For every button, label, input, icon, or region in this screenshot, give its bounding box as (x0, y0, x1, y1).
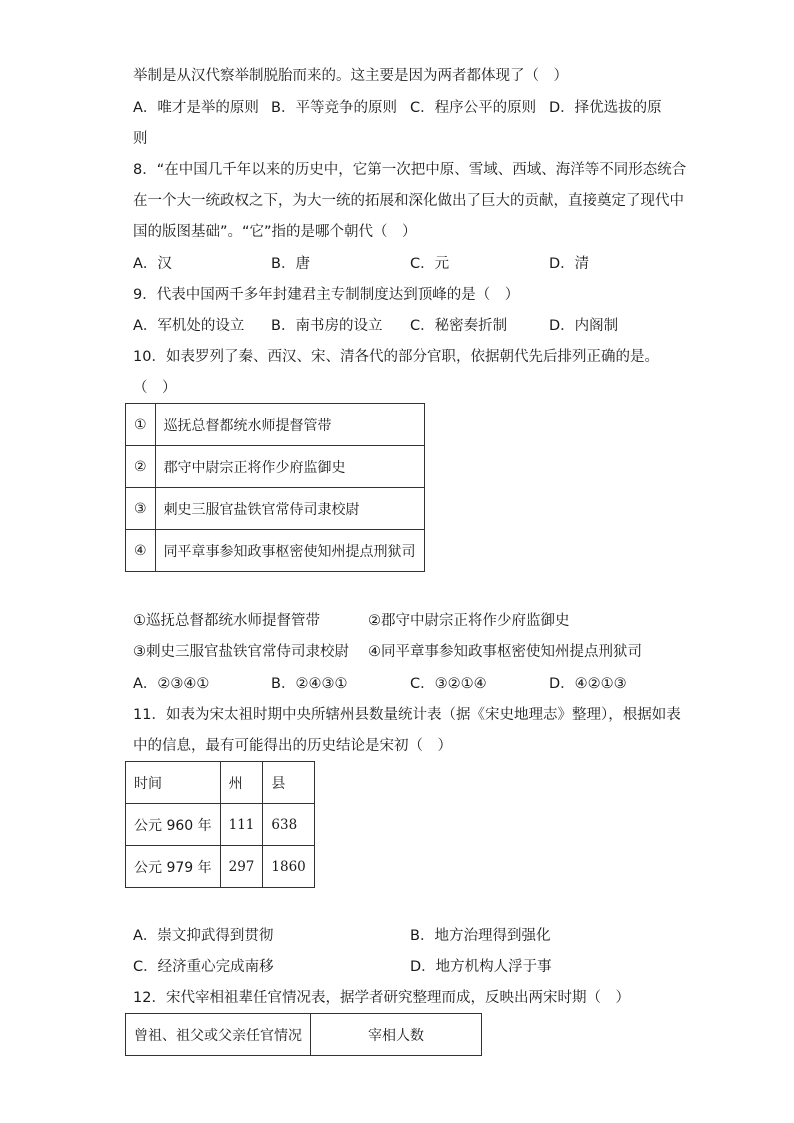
q7-option-c: C．程序公平的原则 (410, 100, 537, 116)
table-header-zhou: 州 (220, 762, 263, 804)
table-header-ancestry: 曾祖、祖父或父亲任官情况 (126, 1014, 311, 1056)
q10-official-table (125, 403, 425, 572)
q12-stem: 12．宋代宰相祖辈任官情况表，据学者研究整理而成，反映出两宋时期（ ） (133, 990, 630, 1006)
table-cell-xian: 1860 (263, 846, 314, 888)
q7-stem-line: 举制是从汉代察举制脱胎而来的。这主要是因为两者都体现了（ ） (133, 68, 568, 84)
q7-option-d-wrap: 则 (133, 131, 148, 147)
table-cell-index: ① (126, 404, 156, 446)
table-header-row (126, 762, 315, 804)
q11-option-d: D．地方机构人浮于事 (410, 959, 552, 975)
q12-table (125, 1013, 482, 1056)
table-row (126, 804, 315, 846)
q11-stem-line-2: 中的信息，最有可能得出的历史结论是宋初（ ） (133, 738, 452, 754)
q8-option-c: C．元 (410, 256, 450, 272)
table-row (126, 846, 315, 888)
table-cell-time: 公元 979 年 (126, 846, 221, 888)
q8-stem-line-3: 国的版图基础”。“它”指的是哪个朝代（ ） (133, 224, 417, 240)
q8-option-d: D．清 (549, 256, 590, 272)
table-header-count: 宰相人数 (311, 1014, 482, 1056)
q10-item-2: ②郡守中尉宗正将作少府监御史 (368, 613, 570, 629)
table-row (126, 404, 425, 446)
table-cell-zhou: 111 (220, 804, 263, 846)
table-cell-xian: 638 (263, 804, 314, 846)
q8-stem-line-2: 在一个大一统政权之下，为大一统的拓展和深化做出了巨大的贡献，直接奠定了现代中 (133, 193, 684, 209)
q11-option-c: C．经济重心完成南移 (133, 959, 274, 975)
q7-option-b: B．平等竞争的原则 (271, 100, 397, 116)
q9-stem: 9．代表中国两千多年封建君主专制制度达到顶峰的是（ ） (133, 287, 520, 303)
q8-option-b: B．唐 (271, 256, 310, 272)
q7-option-d: D．择优选拔的原 (549, 100, 662, 116)
q10-item-3: ③刺史三服官盐铁官常侍司隶校尉 (133, 644, 349, 660)
q11-stem-line-1: 11．如表为宋太祖时期中央所辖州县数量统计表（据《宋史地理志》整理），根据如表 (133, 707, 681, 723)
q9-option-c: C．秘密奏折制 (410, 318, 508, 334)
q10-option-a: A．②③④① (133, 676, 210, 692)
table-cell-zhou: 297 (220, 846, 263, 888)
table-row (126, 446, 425, 488)
table-cell-officials: 同平章事参知政事枢密使知州提点刑狱司 (155, 530, 424, 572)
q10-stem-line-1: 10．如表罗列了秦、西汉、宋、清各代的部分官职，依据朝代先后排列正确的是。 (133, 349, 659, 365)
table-cell-officials: 巡抚总督都统水师提督管带 (155, 404, 424, 446)
q10-item-1: ①巡抚总督都统水师提督管带 (133, 613, 320, 629)
table-cell-index: ③ (126, 488, 156, 530)
q10-item-4: ④同平章事参知政事枢密使知州提点刑狱司 (368, 644, 642, 660)
q10-option-c: C．③②①④ (410, 676, 487, 692)
q9-option-d: D．内阁制 (549, 318, 619, 334)
q11-prefecture-table (125, 761, 315, 888)
q9-option-b: B．南书房的设立 (271, 318, 383, 334)
table-cell-index: ④ (126, 530, 156, 572)
q8-option-a: A．汉 (133, 256, 172, 272)
table-cell-time: 公元 960 年 (126, 804, 221, 846)
q8-stem-line-1: 8．“在中国几千年以来的历史中，它第一次把中原、雪域、西域、海洋等不同形态统合 (133, 162, 687, 178)
table-cell-index: ② (126, 446, 156, 488)
table-header-row (126, 1014, 482, 1056)
table-cell-officials: 郡守中尉宗正将作少府监御史 (155, 446, 424, 488)
table-row (126, 530, 425, 572)
q10-option-d: D．④②①③ (549, 676, 627, 692)
q10-stem-line-2: （ ） (133, 380, 177, 396)
q10-option-b: B．②④③① (271, 676, 348, 692)
q9-option-a: A．军机处的设立 (133, 318, 245, 334)
table-header-time: 时间 (126, 762, 221, 804)
q7-option-a: A．唯才是举的原则 (133, 100, 259, 116)
q11-option-b: B．地方治理得到强化 (410, 928, 551, 944)
table-header-xian: 县 (263, 762, 314, 804)
q11-option-a: A．崇文抑武得到贯彻 (133, 928, 274, 944)
table-cell-officials: 刺史三服官盐铁官常侍司隶校尉 (155, 488, 424, 530)
table-row (126, 488, 425, 530)
